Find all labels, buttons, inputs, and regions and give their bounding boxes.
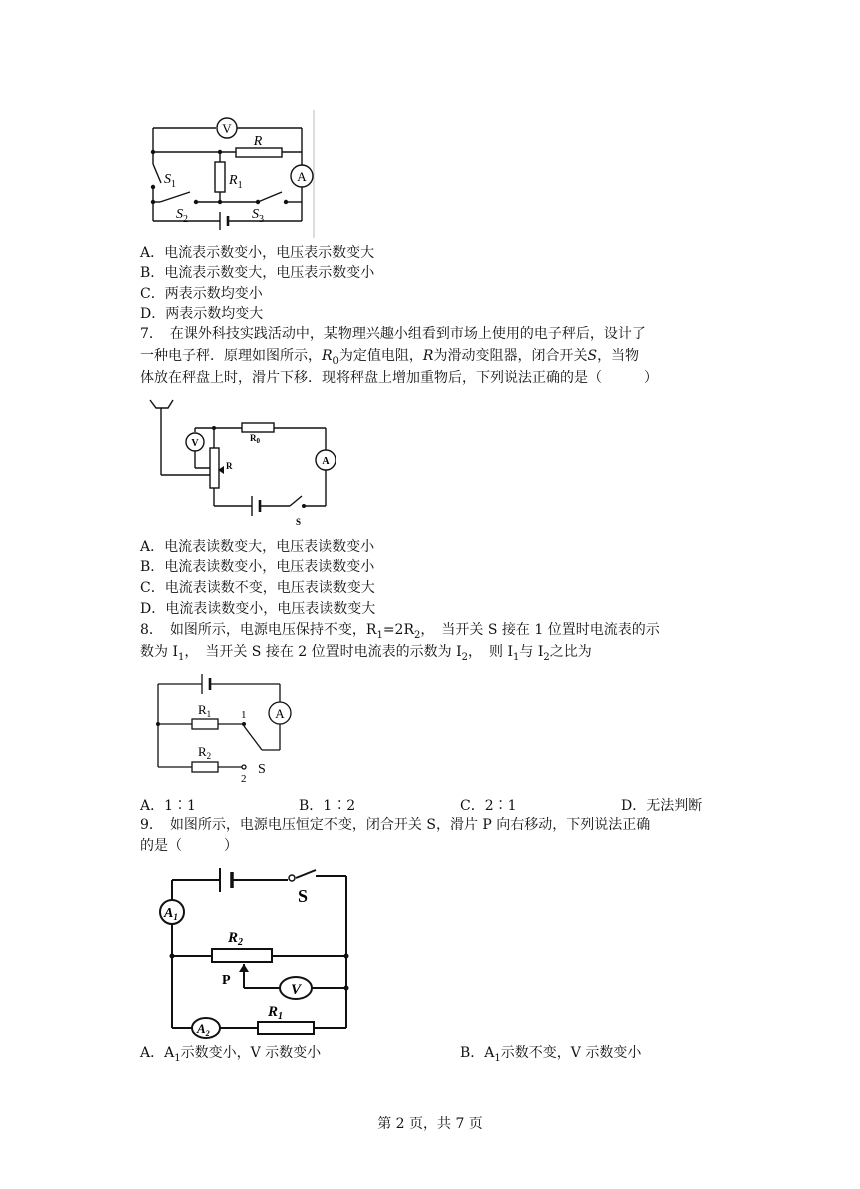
q7-ammeter-label: A xyxy=(322,456,330,467)
q9-switch-label: S xyxy=(298,886,309,906)
svg-text:S3: $S_3$ xyxy=(252,207,264,225)
q8-option-a: A．1∶1 xyxy=(140,798,196,814)
svg-text:S2: $S_2$ xyxy=(176,207,188,225)
q8-option-c: C．2∶1 xyxy=(460,798,517,814)
q9-voltmeter-label: V xyxy=(290,982,302,998)
q6-resistor-r1-label: R xyxy=(229,173,238,188)
q6-option-b: B．电流表示数变大，电压表示数变小 xyxy=(140,265,375,281)
q7-option-c: C．电流表读数不变，电压表读数变大 xyxy=(140,580,375,596)
q9-rheostat-r2-label: R xyxy=(228,930,239,946)
q8-resistor-r1-label: R xyxy=(198,702,207,717)
q9-option-b: B．$A_1$示数不变，V 示数变小 xyxy=(460,1045,642,1064)
q6-resistor-r-label: R xyxy=(253,134,263,149)
q9-circuit-diagram xyxy=(140,858,360,1042)
q6-switch-s3-label: S xyxy=(252,207,259,222)
svg-text:R2: $R_2$ xyxy=(198,744,212,761)
q6-voltmeter-label: V xyxy=(222,121,232,136)
q8-switch-position-1: 1 xyxy=(241,709,247,721)
q7-option-a: A．电流表读数变大，电压表读数变小 xyxy=(140,539,375,555)
q9-ammeter-a2-label: A xyxy=(197,1021,206,1036)
q7-rheostat-label: R xyxy=(226,461,233,471)
q8-circuit-diagram xyxy=(140,664,300,788)
svg-text:A2: $A_2$ xyxy=(197,1021,210,1038)
q8-resistor-r2-label: R xyxy=(198,744,207,759)
q8-switch-position-2: 2 xyxy=(241,773,247,785)
q9-stem-line-2: 的是（ ） xyxy=(140,838,238,854)
svg-text:R1: $R_1$ xyxy=(268,1004,284,1022)
q7-switch-label: S xyxy=(296,517,302,527)
q8-option-d: D．无法判断 xyxy=(621,798,703,814)
q7-resistor-r0-label: R xyxy=(250,433,257,443)
q6-circuit-diagram xyxy=(140,108,318,240)
page-footer: 第 2 页，共 7 页 xyxy=(377,1116,483,1132)
q9-ammeter-a1-label: A xyxy=(164,906,174,921)
q7-voltmeter-label: V xyxy=(191,438,199,449)
q6-ammeter-label: A xyxy=(297,169,307,184)
q6-option-a: A．电流表示数变小，电压表示数变大 xyxy=(140,245,375,261)
q8-option-b: B．1∶2 xyxy=(299,798,356,814)
q9-option-a: A．$A_1$示数变小，V 示数变小 xyxy=(140,1045,322,1064)
q7-stem-line-2: 一种电子秤．原理如图所示，$R_0$为定值电阻，R为滑动变阻器，闭合开关S，当物 xyxy=(140,348,640,367)
q9-stem-line-1: 9． 如图所示，电源电压恒定不变，闭合开关 S，滑片 P 向右移动，下列说法正确 xyxy=(140,817,651,833)
svg-text:R0: $R_0$ xyxy=(250,433,260,445)
q6-switch-s1-label: S xyxy=(164,172,171,187)
svg-text:R1: $R_1$ xyxy=(229,173,243,191)
q9-resistor-r1-label: R xyxy=(268,1004,279,1020)
q6-option-c: C．两表示数均变小 xyxy=(140,286,263,302)
q6-option-d: D．两表示数均变大 xyxy=(140,306,264,322)
q8-switch-label: S xyxy=(258,762,266,777)
q6-switch-s2-label: S xyxy=(176,207,183,222)
svg-text:S1: $S_1$ xyxy=(164,172,176,190)
svg-text:R1: $R_1$ xyxy=(198,702,212,719)
q7-circuit-diagram xyxy=(140,392,336,534)
q8-stem-line-1: 8． 如图所示，电源电压保持不变，$R_1=2R_2$， 当开关 S 接在 1 位置时电流表的示 xyxy=(140,622,660,641)
q7-option-b: B．电流表读数变小，电压表读数变小 xyxy=(140,559,375,575)
q7-stem-line-3: 体放在秤盘上时，滑片下移．现将秤盘上增加重物后，下列说法正确的是（ ） xyxy=(140,370,658,386)
svg-text:A1: $A_1$ xyxy=(164,906,178,922)
q7-option-d: D．电流表读数变小，电压表读数变大 xyxy=(140,601,376,617)
q8-ammeter-label: A xyxy=(275,706,285,721)
q9-slider-p-label: P xyxy=(222,973,231,988)
q8-stem-line-2: 数为 $I_1$， 当开关 S 接在 2 位置时电流表的示数为 $I_2$， 则 $I_1$与 $I_2$之比为 xyxy=(140,644,592,663)
svg-text:R2: $R_2$ xyxy=(228,930,244,948)
q7-stem-line-1: 7． 在课外科技实践活动中，某物理兴趣小组看到市场上使用的电子秤后，设计了 xyxy=(140,326,646,342)
